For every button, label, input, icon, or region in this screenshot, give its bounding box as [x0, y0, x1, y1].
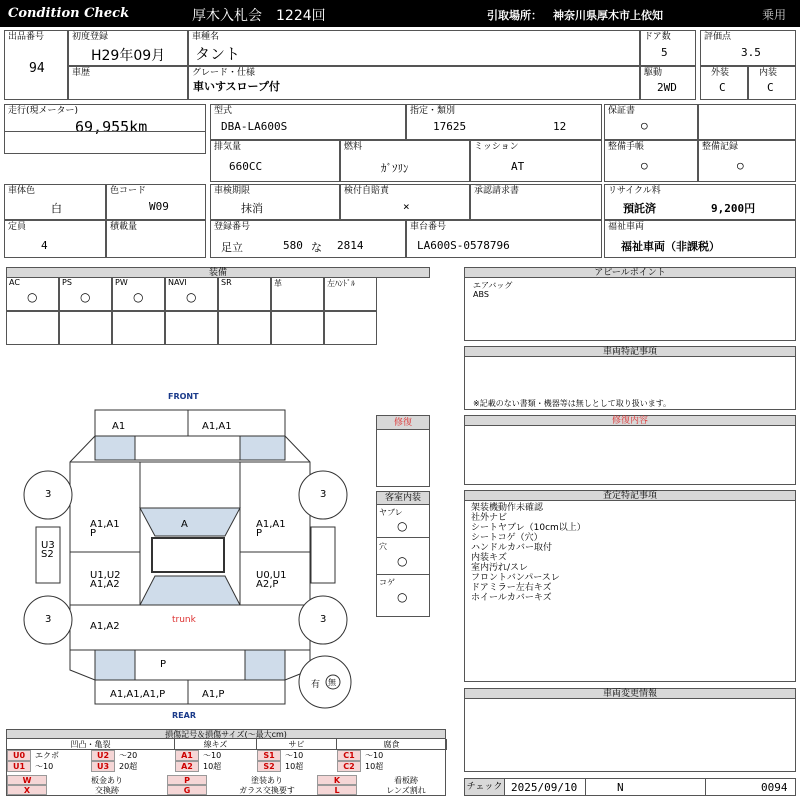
chassis-box	[406, 220, 602, 258]
interior: C	[767, 81, 774, 94]
repair-content-title: 修復内容	[464, 415, 796, 426]
vehicle-class: 乗用	[762, 8, 787, 22]
interior-damage-title: 客室内装	[377, 492, 429, 505]
rating: 3.5	[741, 46, 761, 59]
appeal-line-1: エアバッグ	[473, 281, 513, 290]
record-box	[698, 140, 796, 182]
legend-text: 10超	[203, 762, 222, 771]
change-info-title: 車両変更情報	[464, 688, 796, 699]
blank-box	[698, 104, 796, 140]
fuel: ｶﾞｿﾘﾝ	[381, 162, 409, 175]
legend-code: P	[167, 775, 207, 785]
drive: 2WD	[657, 81, 677, 94]
mark-door-fl: A1,A1 P	[90, 519, 120, 539]
body-color-label: 車体色	[8, 186, 36, 196]
welfare-label: 福祉車両	[608, 222, 645, 232]
legend-code: L	[317, 785, 357, 795]
grade-box	[188, 66, 640, 100]
type-box	[210, 104, 406, 140]
equipment-cell-empty	[324, 311, 377, 345]
rating-label: 評価点	[704, 32, 732, 42]
notes-box	[464, 356, 796, 410]
designation: 17625	[433, 120, 467, 133]
equipment-label: SR	[221, 278, 232, 287]
inspector-note-line: 社外ナビ	[471, 513, 508, 523]
inspection-box	[210, 184, 340, 220]
interior-item-hole: 穴	[379, 542, 387, 551]
check-row	[464, 778, 796, 796]
mark-bumper-rl: A1,A1,A1,P	[110, 689, 166, 700]
equipment-cell-empty	[112, 311, 165, 345]
mark-bumper-rr: A1,P	[202, 689, 225, 700]
equipment-cell-empty	[271, 311, 324, 345]
equipment-cell	[112, 277, 165, 311]
manual-box	[604, 140, 698, 182]
legend-text: ガラス交換要す	[239, 786, 295, 795]
mark-tire-rl: 3	[45, 614, 52, 625]
equipment-cell-empty	[165, 311, 218, 345]
recycle-label: リサイクル料	[608, 186, 661, 196]
legend-code: W	[7, 775, 47, 785]
model-name: タント	[195, 45, 241, 63]
inspector-note-line: 内装キズ	[471, 553, 507, 563]
welfare-box	[604, 220, 796, 258]
equipment-cell	[59, 277, 112, 311]
color-code: W09	[149, 200, 169, 213]
equipment-mark: ○	[133, 290, 144, 304]
exterior-label: 外装	[711, 68, 730, 78]
legend-group: サビ	[257, 739, 337, 750]
inspector-notes-title: 査定特記事項	[464, 490, 796, 501]
legend-text: 10超	[365, 762, 384, 771]
record-label: 整備記録	[702, 142, 739, 152]
grade: 車いすスロープ付	[193, 80, 281, 93]
legend-text: レンズ割れ	[386, 786, 426, 795]
condition-check-title: Condition Check	[8, 6, 130, 21]
legend-text: 〜10	[365, 751, 384, 760]
type: DBA-LA600S	[221, 120, 288, 133]
legend-title: 損傷記号＆損傷サイズ(〜最大cm)	[6, 729, 446, 739]
rear-label: REAR	[172, 711, 196, 720]
mission-box	[470, 140, 602, 182]
repair-content-box	[464, 425, 796, 485]
mark-tire-rr: 3	[320, 614, 327, 625]
lot-box	[4, 30, 68, 100]
recycle-fee: 9,200円	[711, 202, 756, 215]
lot-number: 94	[29, 61, 45, 76]
welfare: 福祉車両（非課税）	[621, 240, 720, 253]
reg-class: 580	[283, 239, 303, 252]
color-code-box	[106, 184, 206, 220]
interior-box	[748, 66, 796, 100]
mark-tire-fl: 3	[45, 489, 52, 500]
history-box	[68, 66, 188, 100]
equipment-mark: ○	[27, 290, 38, 304]
exterior-box	[700, 66, 748, 100]
mileage: 69,955km	[75, 118, 148, 136]
displacement: 660CC	[229, 160, 263, 173]
interior-item-burn-mark: ○	[397, 590, 408, 604]
equipment-label: PS	[62, 278, 72, 287]
check-date: 2025/09/10	[511, 781, 578, 794]
legend-text: 10超	[285, 762, 304, 771]
warranty: ○	[641, 119, 648, 132]
inspector-note-line: シートヤブレ（10cm以上）	[471, 523, 586, 533]
pickup-label: 引取場所：	[487, 9, 542, 22]
inspection: 抹消	[241, 202, 263, 215]
mark-door-rr: U0,U1 A2,P	[256, 570, 287, 590]
chassis-label: 車台番号	[410, 222, 447, 232]
equipment-cell	[324, 277, 377, 311]
legend-code: K	[317, 775, 357, 785]
notes-footer: ※記載のない書類・機器等は無しとして取り扱います。	[473, 399, 672, 408]
inspection-auto: ×	[403, 200, 410, 213]
legend-code: U1	[7, 761, 31, 772]
body-color-box	[4, 184, 106, 220]
equipment-label: 革	[274, 279, 282, 288]
category: 12	[553, 120, 567, 133]
legend-group: 線キズ	[175, 739, 257, 750]
check-mark: N	[617, 781, 624, 794]
legend-code: X	[7, 785, 47, 795]
mission-label: ミッション	[474, 142, 519, 152]
lot-label: 出品番号	[8, 32, 45, 42]
front-label: FRONT	[168, 392, 199, 401]
interior-label: 内装	[759, 68, 778, 78]
rating-box	[700, 30, 796, 66]
mileage-label: 走行(現メーター)	[8, 106, 79, 116]
trunk-label: trunk	[172, 615, 196, 625]
displacement-box	[210, 140, 340, 182]
doors-box	[640, 30, 696, 66]
inspector-notes-box	[464, 500, 796, 682]
auction-title: 厚木入札会 1224回	[192, 8, 326, 24]
type-label: 型式	[214, 106, 233, 116]
notes-title: 車両特記事項	[464, 346, 796, 357]
first-reg-box	[68, 30, 188, 66]
reg-kana: な	[311, 241, 322, 254]
legend-code: A1	[175, 750, 199, 761]
inspection-label: 車検期限	[214, 186, 251, 196]
capacity: 4	[41, 239, 48, 252]
pickup-place: 神奈川県厚木市上依知	[553, 9, 663, 22]
doors-label: ドア数	[644, 32, 671, 42]
appeal-title: アピールポイント	[464, 267, 796, 278]
approval-box	[470, 184, 602, 220]
legend-code: S2	[257, 761, 281, 772]
interior-item-tear: ヤブレ	[379, 508, 403, 517]
reg-label: 登録番号	[214, 222, 251, 232]
legend-text: エクボ	[35, 751, 59, 760]
legend-code: U3	[91, 761, 115, 772]
equipment-label: PW	[115, 278, 128, 287]
manual-label: 整備手帳	[608, 142, 645, 152]
check-label: チェック	[465, 779, 505, 795]
inspector-note-line: ホイールカバーキズ	[471, 593, 552, 603]
doors: 5	[661, 46, 668, 59]
model-name-box	[188, 30, 640, 66]
equipment-title: 装備	[6, 267, 430, 278]
legend-text: 〜10	[203, 751, 222, 760]
mark-spare: 有	[311, 680, 321, 690]
mileage-box	[4, 104, 206, 154]
repair-box	[376, 415, 430, 487]
first-reg: H29年09月	[91, 48, 166, 64]
displacement-label: 排気量	[214, 142, 242, 152]
legend-code: C1	[337, 750, 361, 761]
legend-code: S1	[257, 750, 281, 761]
inspection-auto-box	[340, 184, 470, 220]
reg-place: 足立	[221, 241, 243, 254]
mark-spare-none: 無	[328, 678, 336, 687]
mark-rear-l: A1,A2	[90, 621, 120, 632]
legend-code: C2	[337, 761, 361, 772]
load-label: 積載量	[110, 222, 138, 232]
manual: ○	[641, 159, 648, 172]
legend-text: 〜10	[35, 762, 54, 771]
mark-front-right: A1,A1	[202, 421, 232, 432]
legend-code: A2	[175, 761, 199, 772]
legend-text: 〜20	[119, 751, 138, 760]
inspector-note-line: ハンドルカバー取付	[471, 543, 553, 553]
inspector-note-line: フロントバンパースレ	[471, 573, 560, 583]
color-code-label: 色コード	[110, 186, 147, 196]
equipment-grid	[6, 277, 430, 345]
legend-text: 看板跡	[394, 776, 418, 785]
legend-text: 交換跡	[95, 786, 119, 795]
drive-label: 駆動	[644, 68, 663, 78]
interior-damage-box	[376, 491, 430, 617]
mark-door-fr: A1,A1 P	[256, 519, 286, 539]
fuel-label: 燃料	[344, 142, 363, 152]
approval-label: 承認請求書	[474, 186, 520, 196]
legend-text: 〜10	[285, 751, 304, 760]
equipment-label: 左ﾊﾝﾄﾞﾙ	[327, 279, 355, 288]
legend-table	[6, 738, 446, 796]
interior-item-burn: コゲ	[379, 578, 395, 587]
equipment-cell	[271, 277, 324, 311]
legend-code: U2	[91, 750, 115, 761]
legend-text: 塗装あり	[251, 776, 283, 785]
model-name-label: 車種名	[192, 32, 220, 42]
capacity-label: 定員	[8, 222, 27, 232]
interior-item-hole-mark: ○	[397, 554, 408, 568]
warranty-box	[604, 104, 698, 140]
legend-group: 腐食	[337, 739, 447, 750]
mark-tire-fr: 3	[320, 489, 327, 500]
equipment-cell	[6, 277, 59, 311]
reg-num: 2814	[337, 239, 364, 252]
inspector-note-line: ドアミラー左右キズ	[471, 583, 552, 593]
fuel-box	[340, 140, 470, 182]
legend-code: G	[167, 785, 207, 795]
inspector-note-line: シートコゲ（穴）	[471, 533, 543, 543]
change-info-box	[464, 698, 796, 772]
mark-side-l: U3 S2	[41, 540, 55, 560]
appeal-line-2: ABS	[473, 290, 489, 299]
first-reg-label: 初度登録	[72, 32, 109, 42]
mark-door-rl: U1,U2 A1,A2	[90, 570, 121, 590]
body-color: 白	[51, 202, 62, 215]
repair-title: 修復	[377, 416, 429, 430]
mission: AT	[511, 160, 525, 173]
inspector-note-line: 架装機動作未確認	[471, 503, 544, 513]
inspector-note-line: 室内汚れ/スレ	[471, 563, 529, 573]
equipment-cell-empty	[6, 311, 59, 345]
mark-roof: A	[181, 519, 188, 530]
recycle-box	[604, 184, 796, 220]
equipment-cell	[218, 277, 271, 311]
designation-box	[406, 104, 602, 140]
drive-box	[640, 66, 696, 100]
legend-code: U0	[7, 750, 31, 761]
legend-text: 板金あり	[91, 776, 123, 785]
exterior: C	[719, 81, 726, 94]
legend-group: 凹凸・亀裂	[7, 739, 175, 750]
appeal-box	[464, 277, 796, 341]
designation-label: 指定・類別	[410, 106, 456, 116]
equipment-cell	[165, 277, 218, 311]
recycle-status: 預託済	[623, 202, 656, 215]
history-label: 車歴	[72, 68, 91, 78]
load-box	[106, 220, 206, 258]
reg-box	[210, 220, 406, 258]
equipment-label: NAVI	[168, 278, 187, 287]
equipment-cell-empty	[59, 311, 112, 345]
equipment-label: AC	[9, 278, 20, 287]
chassis: LA600S-0578796	[417, 239, 510, 252]
grade-label: グレード・仕様	[192, 68, 256, 78]
equipment-mark: ○	[80, 290, 91, 304]
check-number: 0094	[761, 781, 788, 794]
equipment-cell-empty	[218, 311, 271, 345]
capacity-box	[4, 220, 106, 258]
warranty-label: 保証書	[608, 106, 636, 116]
equipment-mark: ○	[186, 290, 197, 304]
legend-text: 20超	[119, 762, 138, 771]
interior-item-tear-mark: ○	[397, 519, 408, 533]
record: ○	[737, 159, 744, 172]
header-bar	[0, 0, 800, 27]
inspection-auto-label: 検付自賠責	[344, 186, 390, 196]
mark-front-left: A1	[112, 421, 126, 432]
mark-rear-center: P	[160, 659, 167, 670]
